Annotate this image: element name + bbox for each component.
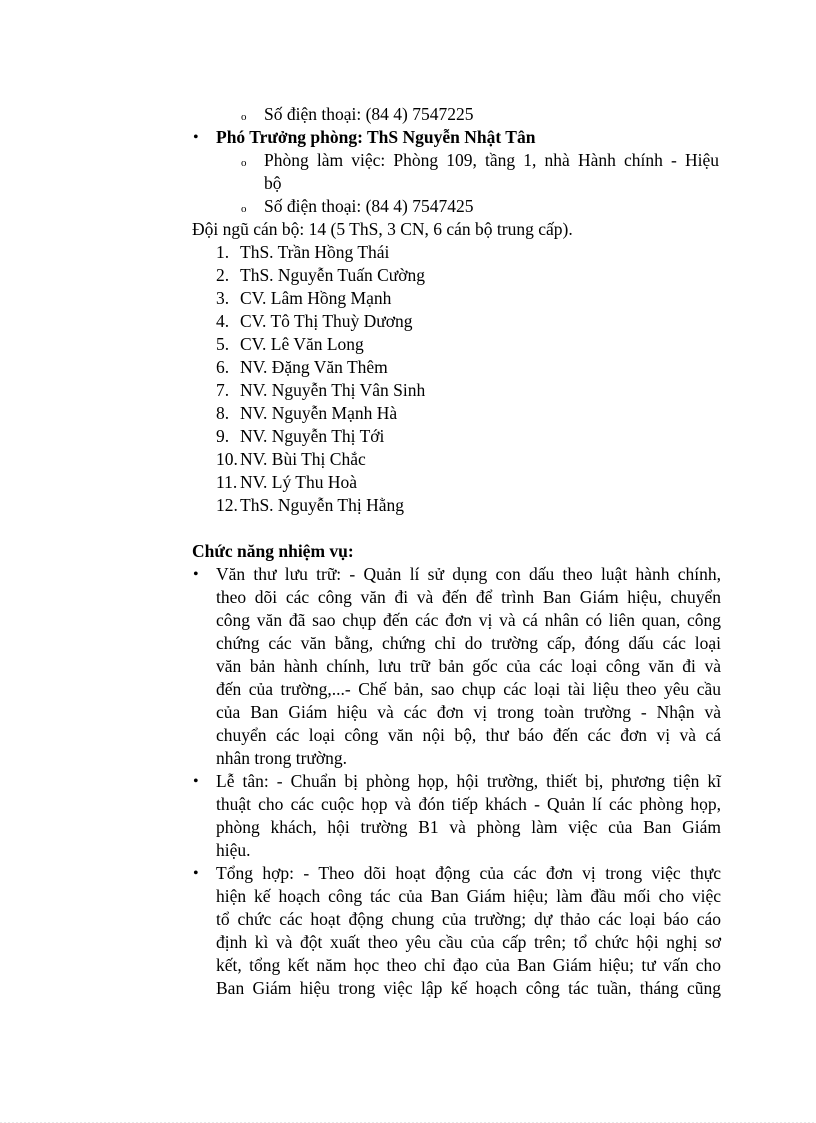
sub-bullet-icon: o [241,157,247,169]
staff-name: CV. Lâm Hồng Mạnh [240,288,392,308]
deputy-title: Phó Trưởng phòng: ThS Nguyễn Nhật Tân [216,127,536,147]
staff-name: ThS. Nguyễn Tuấn Cường [240,265,426,285]
staff-number: 3. [216,288,230,308]
staff-name: NV. Nguyễn Thị Vân Sinh [240,380,426,400]
function-line: Ban Giám hiệu trong việc lập kế hoạch công tác tuần, tháng cũng [216,978,721,998]
function-line: chứng các văn bằng, chứng chỉ do trường cấp, đóng dấu các loại [216,633,721,653]
deputy-office-line: Phòng làm việc: Phòng 109, tầng 1, nhà Hành chính - Hiệu [264,150,719,170]
bullet-icon: • [193,773,199,790]
staff-name: ThS. Nguyễn Thị Hằng [240,495,404,515]
staff-name: CV. Tô Thị Thuỳ Dương [240,311,413,331]
staff-name: CV. Lê Văn Long [240,334,364,354]
bullet-icon: • [193,566,199,583]
staff-number: 9. [216,426,230,446]
function-line: kết, tổng kết năm học theo chỉ đạo của Ban Giám hiệu; tư vấn cho [216,955,721,975]
deputy-phone: Số điện thoại: (84 4) 7547425 [264,196,474,216]
staff-number: 12. [216,495,238,515]
staff-name: NV. Nguyễn Thị Tới [240,426,385,446]
sub-bullet-icon: o [241,203,247,215]
function-line: định kì và đột xuất theo yêu cầu của cấp trên; tổ chức hội nghị sơ [216,932,721,952]
staff-number: 11. [216,472,238,492]
staff-name: NV. Bùi Thị Chắc [240,449,366,469]
staff-name: ThS. Trần Hồng Thái [240,242,390,262]
function-line: phòng khách, hội trường B1 và phòng làm việc của Ban Giám [216,817,721,837]
staff-number: 4. [216,311,230,331]
staff-number: 10. [216,449,238,469]
function-line: tổ chức các hoạt động chung của trường; dự thảo các loại báo cáo [216,909,721,929]
function-line: Văn thư lưu trữ: - Quản lí sử dụng con dấu theo luật hành chính, [216,564,721,584]
staff-number: 2. [216,265,230,285]
staff-summary: Đội ngũ cán bộ: 14 (5 ThS, 3 CN, 6 cán bộ trung cấp). [192,219,573,239]
staff-name: NV. Nguyễn Mạnh Hà [240,403,398,423]
contact-phone: Số điện thoại: (84 4) 7547225 [264,104,474,124]
function-line: thuật cho các cuộc họp và đón tiếp khách - Quản lí các phòng họp, [216,794,721,814]
staff-number: 5. [216,334,230,354]
staff-number: 8. [216,403,230,423]
function-line: hiệu. [216,840,251,860]
function-line: Lễ tân: - Chuẩn bị phòng họp, hội trường, thiết bị, phương tiện kĩ [216,771,721,791]
bullet-icon: • [193,129,199,146]
staff-number: 6. [216,357,230,377]
function-line: nhân trong trường. [216,748,348,768]
function-line: theo dõi các công văn đi và đến để trình Ban Giám hiệu, chuyển [216,587,721,607]
function-line: của Ban Giám hiệu và các đơn vị trong toàn trường - Nhận và [216,702,721,722]
function-line: đến của trường,...- Chế bản, sao chụp các loại tài liệu theo yêu cầu [216,679,721,699]
staff-number: 1. [216,242,230,262]
function-line: chuyển các loại công văn nội bộ, thư báo đến các đơn vị và cá [216,725,721,745]
function-line: hiện kế hoạch công tác của Ban Giám hiệu; làm đầu mối cho việc [216,886,721,906]
deputy-office-line: bộ [264,173,282,193]
bullet-icon: • [193,865,199,882]
staff-name: NV. Lý Thu Hoà [240,472,357,492]
sub-bullet-icon: o [241,111,247,123]
function-line: công văn đã sao chụp đến các đơn vị và cá nhân có liên quan, công [216,610,721,630]
staff-name: NV. Đặng Văn Thêm [240,357,388,377]
functions-heading: Chức năng nhiệm vụ: [192,541,354,561]
staff-number: 7. [216,380,230,400]
function-line: văn bản hành chính, lưu trữ bản gốc của các loại công văn đi và [216,656,721,676]
function-line: Tổng hợp: - Theo dõi hoạt động của các đơn vị trong việc thực [216,863,721,883]
